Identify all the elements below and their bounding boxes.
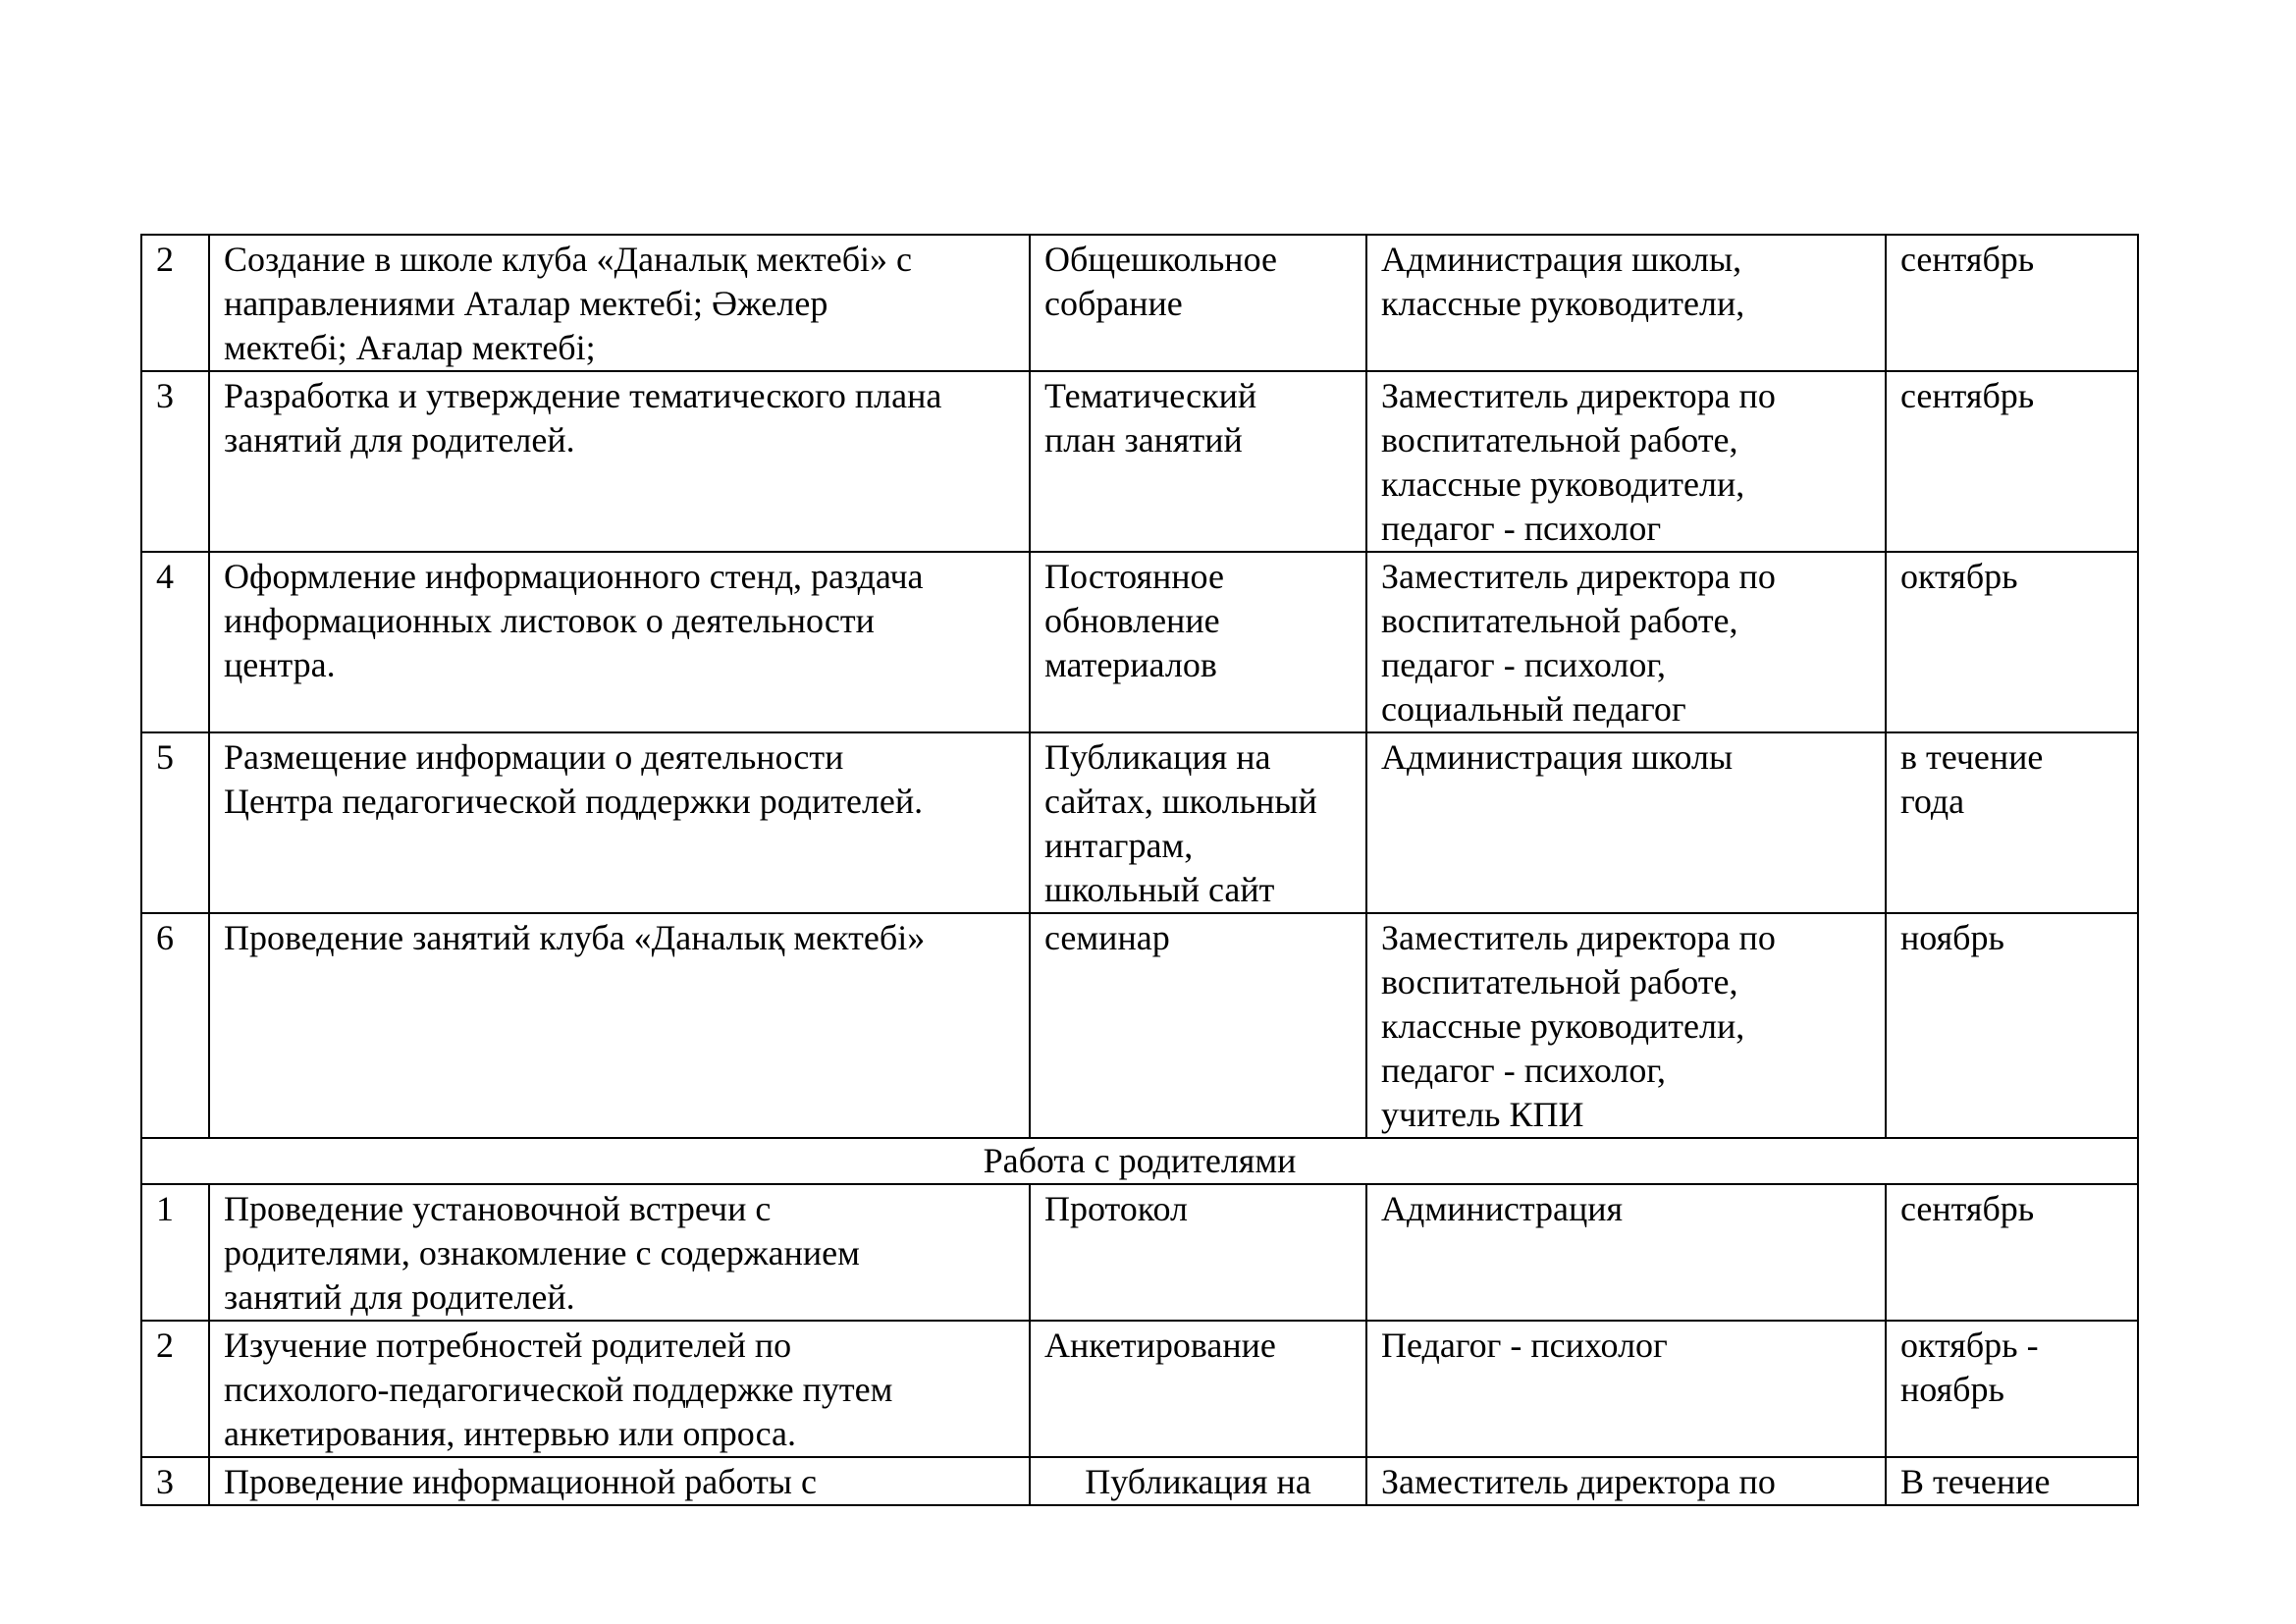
table-row (141, 1184, 2138, 1321)
event-line: Размещение информации о деятельности (224, 737, 844, 777)
event-line: Изучение потребностей родителей по (224, 1326, 792, 1365)
responsible-line: Администрация (1381, 1189, 1624, 1228)
event-cell (209, 552, 1030, 732)
responsible-line: Администрация школы, (1381, 240, 1742, 279)
event-line: информационных листовок о деятельности (224, 601, 875, 640)
row-number-cell: 3 (141, 371, 209, 552)
event-line: Создание в школе клуба «Даналық мектебі» с (224, 240, 913, 279)
period-line: ноябрь (1900, 918, 2004, 957)
period-cell (1886, 235, 2138, 371)
period-cell (1886, 552, 2138, 732)
responsible-line: Заместитель директора по (1381, 557, 1776, 596)
event-cell (209, 732, 1030, 913)
activity-plan-table (140, 234, 2139, 1506)
form-line: собрание (1044, 284, 1183, 323)
event-cell (209, 371, 1030, 552)
event-line: Оформление информационного стенд, раздача (224, 557, 924, 596)
form-cell (1030, 732, 1366, 913)
responsible-line: Заместитель директора по (1381, 1462, 1776, 1501)
period-line: В течение (1900, 1462, 2051, 1501)
event-line: центра. (224, 645, 336, 684)
responsible-line: классные руководители, (1381, 464, 1745, 504)
row-number-cell: 3 (141, 1457, 209, 1505)
row-number-cell: 6 (141, 913, 209, 1138)
event-line: родителями, ознакомление с содержанием (224, 1233, 860, 1272)
responsible-cell (1366, 913, 1886, 1138)
responsible-cell (1366, 1321, 1886, 1457)
responsible-cell (1366, 552, 1886, 732)
form-line: Общешкольное (1044, 240, 1277, 279)
responsible-line: Заместитель директора по (1381, 918, 1776, 957)
responsible-line: воспитательной работе, (1381, 420, 1738, 460)
responsible-cell (1366, 732, 1886, 913)
responsible-cell (1366, 235, 1886, 371)
table-row (141, 235, 2138, 371)
table-body (141, 235, 2138, 1505)
form-cell (1030, 552, 1366, 732)
event-line: направлениями Аталар мектебі; Әжелер (224, 284, 828, 323)
responsible-line: социальный педагог (1381, 689, 1686, 729)
form-cell (1030, 235, 1366, 371)
event-cell (209, 1321, 1030, 1457)
responsible-line: Администрация школы (1381, 737, 1734, 777)
period-line: года (1900, 782, 1965, 821)
form-line: обновление (1044, 601, 1220, 640)
event-line: мектебі; Ағалар мектебі; (224, 328, 596, 367)
period-cell (1886, 913, 2138, 1138)
form-line: Публикация на (1044, 737, 1271, 777)
table-row (141, 552, 2138, 732)
period-line: сентябрь (1900, 376, 2035, 415)
event-line: анкетирования, интервью или опроса. (224, 1414, 797, 1453)
responsible-cell (1366, 1457, 1886, 1505)
period-cell (1886, 1184, 2138, 1321)
responsible-line: Педагог - психолог (1381, 1326, 1668, 1365)
period-line: октябрь - (1900, 1326, 2039, 1365)
form-line: Публикация на (1085, 1462, 1311, 1501)
form-line: материалов (1044, 645, 1217, 684)
responsible-line: педагог - психолог, (1381, 1051, 1667, 1090)
form-line: сайтах, школьный (1044, 782, 1317, 821)
event-line: занятий для родителей. (224, 1277, 575, 1317)
responsible-line: воспитательной работе, (1381, 962, 1738, 1001)
responsible-line: педагог - психолог (1381, 509, 1662, 548)
form-cell (1030, 1457, 1366, 1505)
event-cell (209, 1184, 1030, 1321)
responsible-line: учитель КПИ (1381, 1095, 1584, 1134)
period-cell (1886, 732, 2138, 913)
period-line: в течение (1900, 737, 2044, 777)
section-header-row (141, 1138, 2138, 1184)
responsible-cell (1366, 371, 1886, 552)
period-line: сентябрь (1900, 240, 2035, 279)
event-line: Проведение установочной встречи с (224, 1189, 772, 1228)
form-line: семинар (1044, 918, 1170, 957)
form-line: Протокол (1044, 1189, 1188, 1228)
event-line: Проведение информационной работы с (224, 1462, 817, 1501)
form-cell (1030, 1321, 1366, 1457)
event-cell (209, 913, 1030, 1138)
table-row (141, 1321, 2138, 1457)
form-cell (1030, 913, 1366, 1138)
event-line: Проведение занятий клуба «Даналық мектебі» (224, 918, 926, 957)
table-row (141, 371, 2138, 552)
form-line: школьный сайт (1044, 870, 1275, 909)
responsible-line: классные руководители, (1381, 284, 1745, 323)
form-line: Постоянное (1044, 557, 1224, 596)
row-number-cell: 5 (141, 732, 209, 913)
period-cell (1886, 1457, 2138, 1505)
event-line: психолого-педагогической поддержке путем (224, 1370, 893, 1409)
row-number-cell: 1 (141, 1184, 209, 1321)
form-line: интаграм, (1044, 826, 1194, 865)
responsible-line: педагог - психолог, (1381, 645, 1667, 684)
table-row (141, 913, 2138, 1138)
row-number-cell: 4 (141, 552, 209, 732)
period-line: сентябрь (1900, 1189, 2035, 1228)
form-cell (1030, 1184, 1366, 1321)
form-line: Тематический (1044, 376, 1257, 415)
event-line: Разработка и утверждение тематического плана (224, 376, 942, 415)
event-cell (209, 235, 1030, 371)
section-title: Работа с родителями (141, 1138, 2138, 1184)
table-row (141, 1457, 2138, 1505)
responsible-line: воспитательной работе, (1381, 601, 1738, 640)
event-line: Центра педагогической поддержки родителей. (224, 782, 924, 821)
period-cell (1886, 371, 2138, 552)
row-number-cell: 2 (141, 235, 209, 371)
event-cell (209, 1457, 1030, 1505)
period-cell (1886, 1321, 2138, 1457)
responsible-cell (1366, 1184, 1886, 1321)
responsible-line: Заместитель директора по (1381, 376, 1776, 415)
row-number-cell: 2 (141, 1321, 209, 1457)
period-line: ноябрь (1900, 1370, 2004, 1409)
event-line: занятий для родителей. (224, 420, 575, 460)
table-row (141, 732, 2138, 913)
responsible-line: классные руководители, (1381, 1006, 1745, 1046)
form-line: Анкетирование (1044, 1326, 1276, 1365)
period-line: октябрь (1900, 557, 2018, 596)
form-cell (1030, 371, 1366, 552)
form-line: план занятий (1044, 420, 1243, 460)
